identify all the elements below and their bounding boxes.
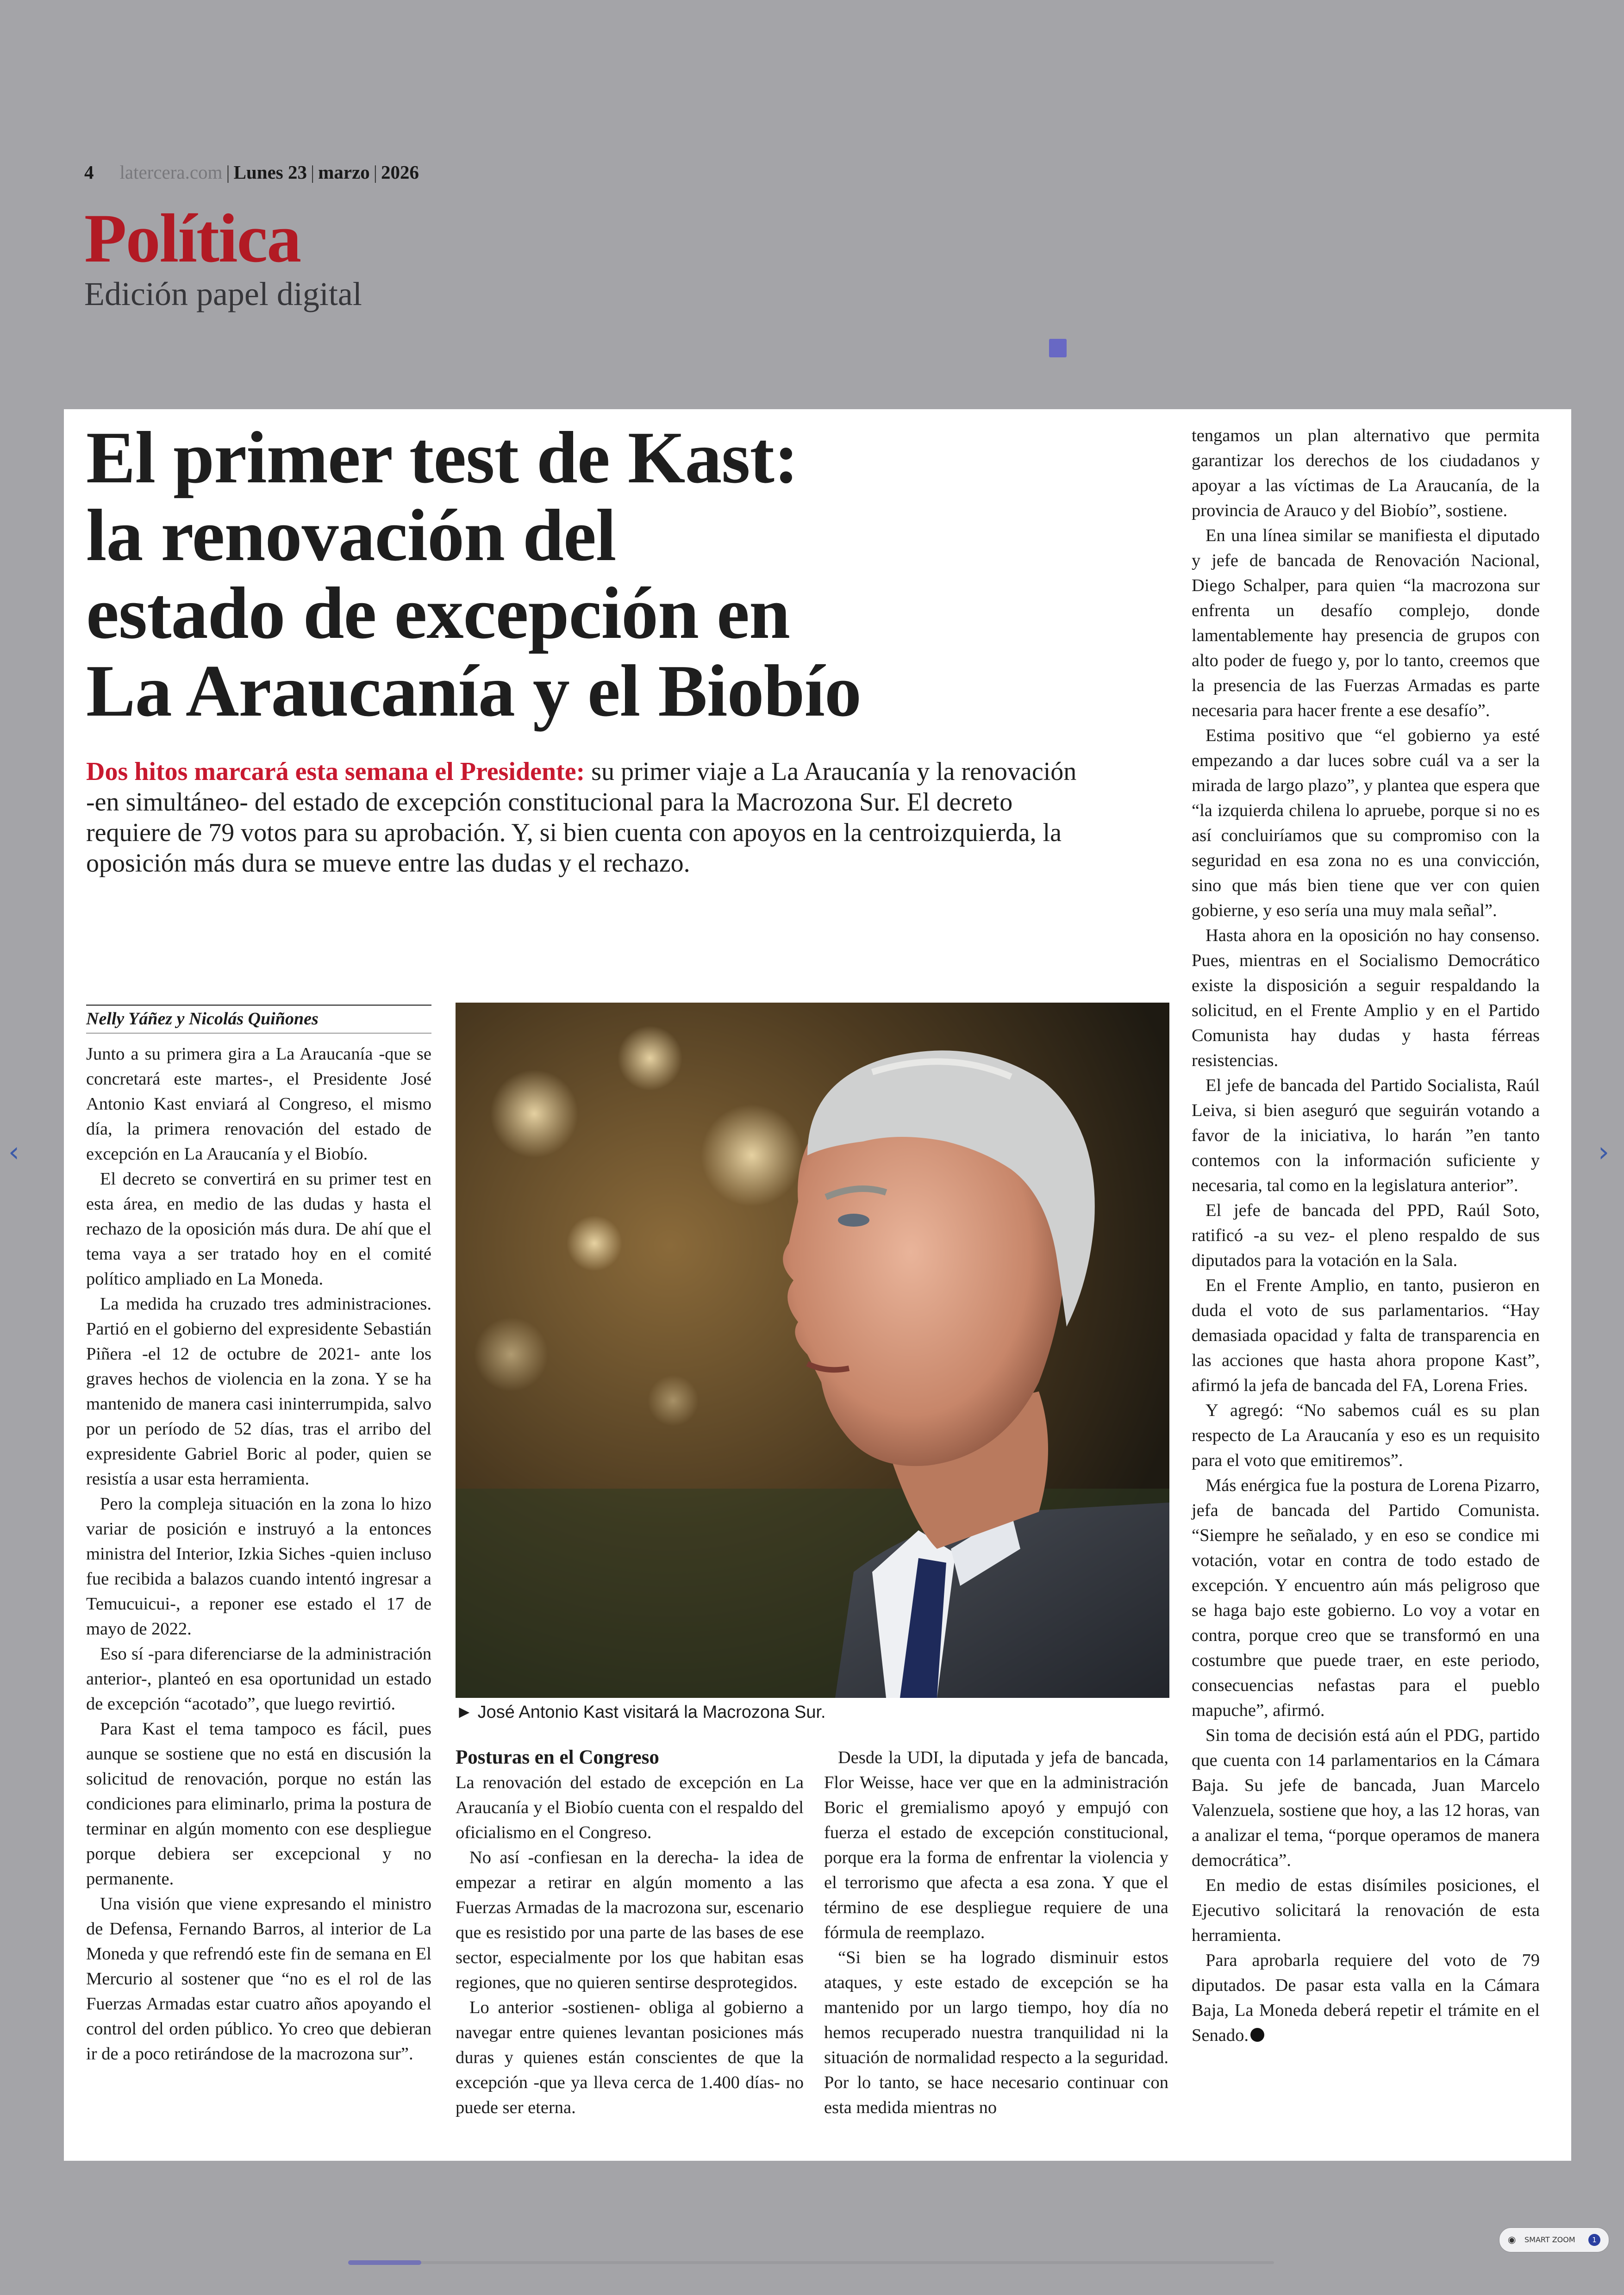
header-month: marzo <box>318 162 370 183</box>
paragraph: Para Kast el tema tampoco es fácil, pues aunque se sostiene que no está en discusión la solicitud de renovación, porque no están las condiciones para eliminarlo, prima la postura de terminar en algún momento con ese despliegue porque debiera ser excepcional y no permanente. <box>86 1719 431 1889</box>
paragraph: El jefe de bancada del Partido Socialista, Raúl Leiva, si bien aseguró que seguirán votando a favor de la iniciativa, lo harán ”en tanto contemos con la información suficiente y necesaria, tal como en la legislatura anterior”. <box>1192 1076 1540 1195</box>
caption-text: José Antonio Kast visitará la Macrozona Sur. <box>477 1703 826 1722</box>
paragraph: En el Frente Amplio, en tanto, pusieron en duda el voto de sus parlamentarios. “Hay demasiada opacidad y falta de transparencia en las acciones que hasta ahora propone Kast”, afirmó la jefa de bancada del FA, Lorena Fries. <box>1192 1276 1540 1395</box>
header-day: Lunes 23 <box>233 162 307 183</box>
photo-caption <box>456 1703 1169 1722</box>
next-page-button[interactable] <box>1598 1136 1609 1168</box>
article-photo <box>456 1003 1169 1698</box>
headline-line: la renovación del <box>86 494 616 576</box>
paragraph: La medida ha cruzado tres administraciones. Partió en el gobierno del expresidente Sebastián Piñera -el 12 de octubre de 2021- ante los graves hechos de violencia en la zona. Y se ha mantenido de manera casi ininterrumpida, salvo por un período de 52 días, tras el arribo del expresidente Gabriel Boric al poder, quien se resistía a usar esta herramienta. <box>86 1294 431 1489</box>
paragraph-text: Para aprobarla requiere del voto de 79 diputados. De pasar esta valla en la Cámara Baja, La Moneda deberá repetir el trámite en el Senado. <box>1192 1951 1540 2045</box>
chevron-left-icon: ‹ <box>8 1136 19 1168</box>
chevron-right-icon: › <box>1598 1136 1609 1168</box>
smart-zoom-count: 1 <box>1588 2234 1600 2246</box>
paragraph: tengamos un plan alternativo que permita garantizar los derechos de los ciudadanos y apoyar a las víctimas de La Araucanía, de la provincia de Arauco y del Biobío”, sostiene. <box>1192 426 1540 520</box>
header-separator: | <box>311 162 315 183</box>
paragraph: Desde la UDI, la diputada y jefa de bancada, Flor Weisse, hace ver que en la administración Boric el gremialismo apoyó y empujó con fuerza el estado de excepción constitucional, porque era la forma de enfrentar la violencia y el terrorismo que afecta a esa zona. Y que el término de ese despliegue requiere de una fórmula de reemplazo. <box>824 1748 1168 1942</box>
paragraph: Lo anterior -sostienen- obliga al gobierno a navegar entre quienes levantan posiciones más duras y quienes están conscientes de que la excepción -que ya lleva cerca de 1.400 días- no puede ser eterna. <box>456 1998 804 2117</box>
article-headline <box>86 418 1151 730</box>
article-column-2 <box>456 1745 804 2120</box>
dek-lead: Dos hitos marcará esta semana el Presidente: <box>86 757 585 786</box>
eye-icon: ◉ <box>1508 2234 1516 2245</box>
paragraph: El decreto se convertirá en su primer test en esta área, en medio de las dudas y hasta el rechazo de la oposición más dura. De ahí que el tema vaya a ser tratado hoy en el comité político ampliado en La Moneda. <box>86 1169 431 1289</box>
page-scrubber-thumb[interactable] <box>348 2260 421 2265</box>
paragraph: Sin toma de decisión está aún el PDG, partido que cuenta con 14 parlamentarios en la Cámara Baja. Su jefe de bancada, Juan Marcelo Valenzuela, sostiene que hoy, a las 12 horas, van a analizar el tema, “porque operamos de manera democrática”. <box>1192 1726 1540 1870</box>
article-column-3 <box>824 1745 1168 2120</box>
article-column-4 <box>1192 423 1540 2048</box>
paragraph: Y agregó: “No sabemos cuál es su plan respecto de La Araucanía y eso es un requisito para el voto que emitiremos”. <box>1192 1401 1540 1470</box>
paragraph: La renovación del estado de excepción en La Araucanía y el Biobío cuenta con el respaldo del oficialismo en el Congreso. <box>456 1773 804 1842</box>
edition-label: Edición papel digital <box>84 275 362 312</box>
article-dek <box>86 756 1086 879</box>
headline-line: El primer test de Kast: <box>86 416 799 499</box>
byline: Nelly Yáñez y Nicolás Quiñones <box>86 1004 431 1034</box>
paragraph: No así -confiesan en la derecha- la idea de empezar a retirar en algún momento a las Fuerzas Armadas de la macrozona sur, escenario que es resistido por una parte de las bases de ese sector, especialmente por los que habitan esas regiones, que no quieren sentirse desprotegidos. <box>456 1848 804 1992</box>
paragraph: “Si bien se ha logrado disminuir estos ataques, y este estado de excepción se ha mantenido por un largo tiempo, hoy día no hemos recuperado nuestra tranquilidad ni la situación de normalidad respecto a la seguridad. Por lo tanto, se hace necesario continuar con esta medida mientras no <box>824 1948 1168 2117</box>
headline-line: estado de excepción en <box>86 572 790 654</box>
subheading: Posturas en el Congreso <box>456 1746 659 1768</box>
headline-line: La Araucanía y el Biobío <box>86 649 861 732</box>
paragraph: Junto a su primera gira a La Araucanía -que se concretará este martes-, el Presidente José Antonio Kast enviará al Congreso, el mismo día, la primera renovación del estado de excepción en La Araucanía y el Biobío. <box>86 1044 431 1164</box>
paragraph: Una visión que viene expresando el ministro de Defensa, Fernando Barros, al interior de La Moneda y que refrendó este fin de semana en El Mercurio al sostener que “no es el rol de las Fuerzas Armadas estar cuatro años apoyando el control del orden público. Yo creo que debieran ir de a poco retirándose de la macrozona sur”. <box>86 1894 431 2064</box>
page-scrubber[interactable] <box>348 2261 1274 2264</box>
paragraph <box>1192 1948 1540 2048</box>
smart-zoom-label: SMART ZOOM <box>1524 2235 1575 2244</box>
paragraph: En una línea similar se manifiesta el diputado y jefe de bancada de Renovación Nacional, Diego Schalper, para quien “la macrozona sur enfrenta un desafío complejo, donde lamentablemente hay presencia de grupos con alto poder de fuego y, por lo tanto, creemos que la presencia de las Fuerzas Armadas es parte necesaria para hacer frente a ese desafío”. <box>1192 526 1540 720</box>
dek-body: su primer viaje a La Araucanía y la renovación -en simultáneo- del estado de excepción constitucional para la Macrozona Sur. El decreto requiere de 79 votos para su aprobación. Y, si bien cuenta con apoyos en la centroizquierda, la oposición más dura se mueve entre las dudas y el rechazo. <box>86 757 1077 878</box>
paragraph: En medio de estas disímiles posiciones, el Ejecutivo solicitará la renovación de esta herramienta. <box>1192 1876 1540 1945</box>
paragraph: Pero la compleja situación en la zona lo hizo variar de posición e instruyó a la entonces ministra del Interior, Izkia Siches -quien incluso fue recibida a balazos cuando intentó ingresar a Temucuicui-, a reponer ese estado el 17 de mayo de 2022. <box>86 1494 431 1639</box>
page-marker-icon[interactable] <box>1049 339 1067 357</box>
header-separator: | <box>373 162 377 183</box>
end-mark-icon <box>1250 2028 1264 2042</box>
paragraph: Hasta ahora en la oposición no hay consenso. Pues, mientras en el Socialismo Democrático existe la disposición a seguir respaldando la solicitud, en el Frente Amplio y en el Partido Comunista hay dudas y hasta férreas resistencias. <box>1192 926 1540 1070</box>
smart-zoom-button[interactable] <box>1499 2227 1609 2252</box>
paragraph: Eso sí -para diferenciarse de la administración anterior-, planteó en esa oportunidad un estado de excepción “acotado”, que luego revirtió. <box>86 1644 431 1714</box>
header-separator: | <box>226 162 230 183</box>
article-column-1 <box>86 1041 431 2066</box>
paragraph: Estima positivo que “el gobierno ya esté empezando a dar luces sobre cuál va a ser la mirada de largo plazo”, y plantea que espera que “la izquierda chilena lo apruebe, porque si no es así concluiríamos que su compromiso con la seguridad en esa zona no es una convicción, sino que más bien tiene que ver con quien gobierne, y eso sería una muy mala señal”. <box>1192 726 1540 920</box>
paragraph: El jefe de bancada del PPD, Raúl Soto, ratificó -a su vez- el pleno respaldo de sus diputados para la votación en la Sala. <box>1192 1201 1540 1270</box>
paragraph: Más enérgica fue la postura de Lorena Pizarro, jefa de bancada del Partido Comunista. “Siempre he señalado, y en eso se condice mi votación, votar en contra de todo estado de excepción. Y encuentro aún más peligroso que se haga bajo este gobierno. Lo voy a votar en contra, porque creo que se transformó en una costumbre que puede traer, en este periodo, consecuencias nefastas para el pueblo mapuche”, afirmó. <box>1192 1476 1540 1720</box>
page-number: 4 <box>84 162 94 183</box>
page-header <box>84 161 419 183</box>
portrait-photo-illustration <box>456 1003 1169 1698</box>
prev-page-button[interactable] <box>8 1136 19 1168</box>
header-year: 2026 <box>381 162 419 183</box>
section-title: Política <box>84 200 301 277</box>
caption-marker-icon: ► <box>456 1703 473 1722</box>
site-name: latercera.com <box>119 162 223 183</box>
